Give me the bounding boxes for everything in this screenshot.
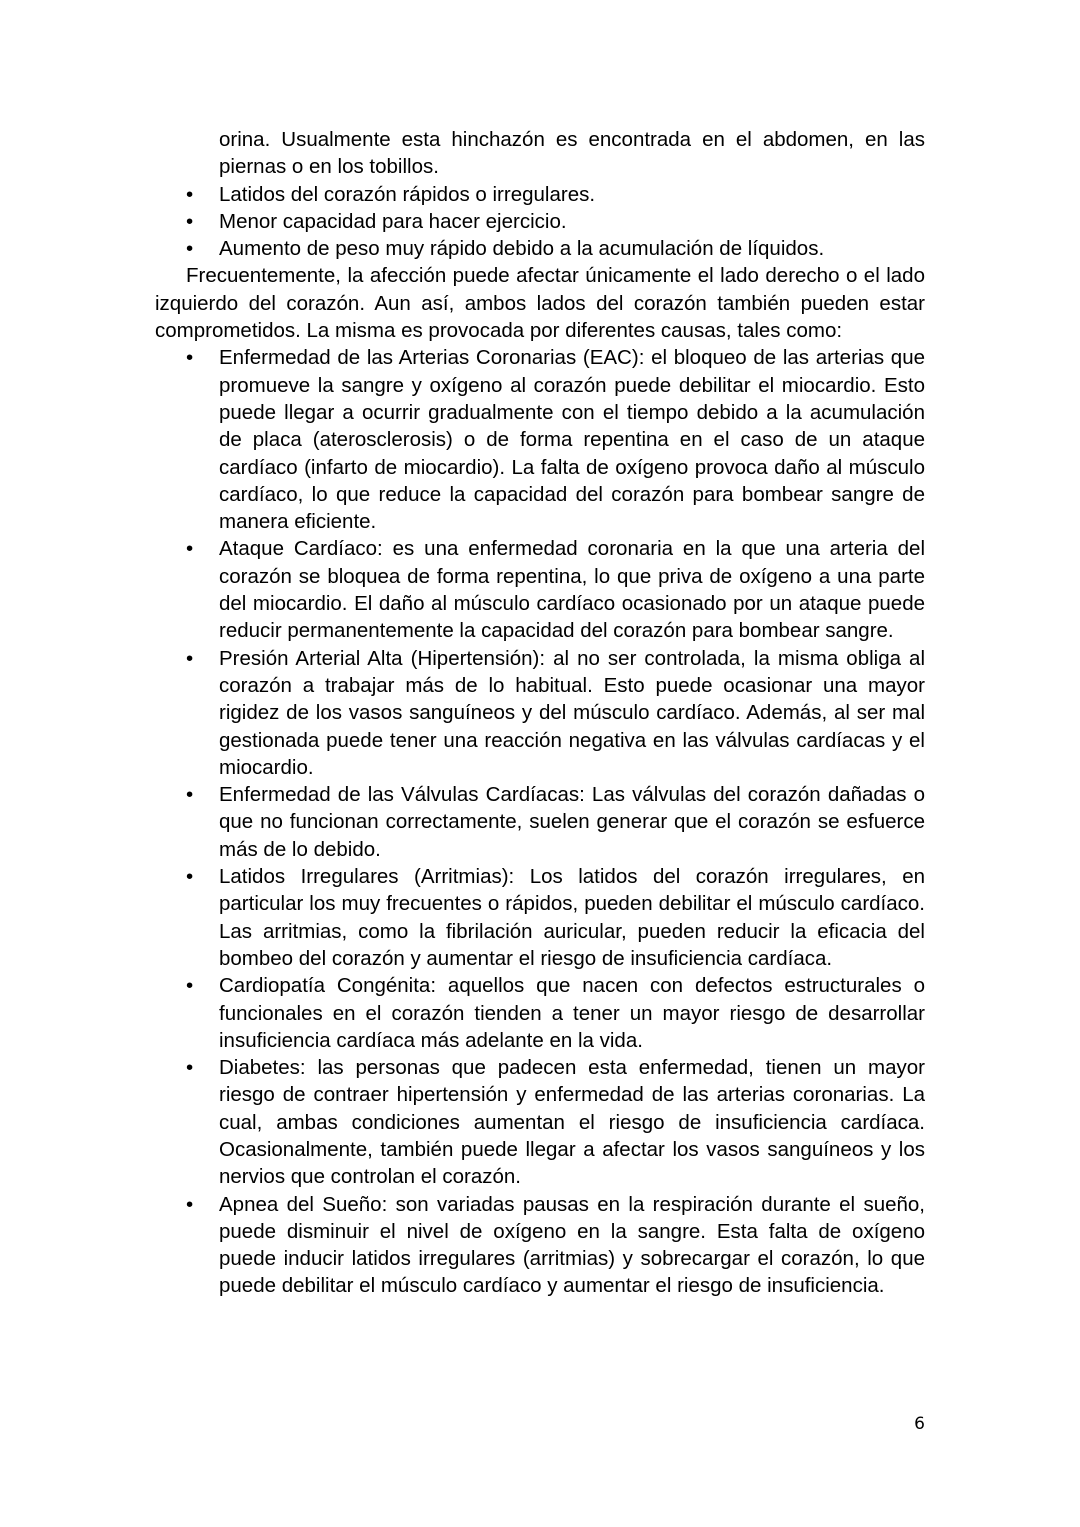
list-item (155, 1054, 925, 1190)
body-paragraph: Frecuentemente, la afección puede afectar únicamente el lado derecho o el lado izquierdo del corazón. Aun así, ambos lados del corazón también pueden estar comprometidos. La misma es provocada por diferentes causas, tales como: (155, 264, 925, 343)
bullet-icon: • (186, 1056, 194, 1080)
list-item (155, 972, 925, 1054)
bullet-icon: • (186, 182, 194, 206)
list-item-text: Presión Arterial Alta (Hipertensión): al no ser controlada, la misma obliga al corazón a trabajar más de lo habitual. Esto puede ocasionar una mayor rigidez de los vasos sanguíneos y del músculo cardíaco. Además, al ser mal gestionada puede tener una reacción negativa en las válvulas cardíacas y el miocardio. (219, 646, 925, 779)
list-item (155, 781, 925, 863)
list-item (155, 863, 925, 972)
bullet-icon: • (186, 865, 194, 889)
bullet-icon: • (186, 783, 194, 807)
list-item-text: Latidos del corazón rápidos o irregulares. (219, 182, 596, 206)
bullet-icon: • (186, 1192, 194, 1216)
list-item-text: Enfermedad de las Válvulas Cardíacas: Las válvulas del corazón dañadas o que no funcionan correctamente, suelen generar que el corazón se esfuerce más de lo debido. (219, 783, 925, 861)
list-item-text: Ataque Cardíaco: es una enfermedad coronaria en la que una arteria del corazón se bloquea de forma repentina, lo que priva de oxígeno a una parte del miocardio. El daño al músculo cardíaco ocasionado por un ataque puede reducir permanentemente la capacidad del corazón para bombear sangre. (219, 537, 925, 643)
page-number: 6 (914, 1414, 925, 1434)
bullet-icon: • (186, 237, 194, 261)
list-item-text: Aumento de peso muy rápido debido a la acumulación de líquidos. (219, 237, 825, 261)
symptom-list (155, 126, 925, 262)
list-item-continuation: orina. Usualmente esta hinchazón es encontrada en el abdomen, en las piernas o en los tobillos. (219, 128, 925, 179)
bullet-icon: • (186, 346, 194, 370)
list-item (155, 181, 925, 208)
list-item (155, 208, 925, 235)
page-content (155, 126, 925, 1300)
cause-list (155, 344, 925, 1299)
bullet-icon: • (186, 209, 194, 233)
bullet-icon: • (186, 646, 194, 670)
list-item-text: Apnea del Sueño: son variadas pausas en la respiración durante el sueño, puede disminuir el nivel de oxígeno en la sangre. Esta falta de oxígeno puede inducir latidos irregulares (arritmias) y sobrecargar el corazón, lo que puede debilitar el músculo cardíaco y aumentar el riesgo de insuficiencia. (219, 1192, 925, 1298)
list-item-text: Diabetes: las personas que padecen esta enfermedad, tienen un mayor riesgo de contraer hipertensión y enfermedad de las arterias coronarias. La cual, ambas condiciones aumentan el riesgo de insuficiencia cardíaca. Ocasionalmente, también puede llegar a afectar los vasos sanguíneos y los nervios que controlan el corazón. (219, 1056, 925, 1189)
list-item (155, 1191, 925, 1300)
list-item (155, 535, 925, 644)
bullet-icon: • (186, 974, 194, 998)
list-item-text: Latidos Irregulares (Arritmias): Los latidos del corazón irregulares, en particular los muy frecuentes o rápidos, pueden debilitar el músculo cardíaco. Las arritmias, como la fibrilación auricular, pueden reducir la eficacia del bombeo del corazón y aumentar el riesgo de insuficiencia cardíaca. (219, 865, 925, 970)
list-item-text: Enfermedad de las Arterias Coronarias (EAC): el bloqueo de las arterias que promueve la sangre y oxígeno al corazón puede debilitar el miocardio. Esto puede llegar a ocurrir gradualmente con el tiempo debido a la acumulación de placa (aterosclerosis) o de forma repentina en el caso de un ataque cardíaco (infarto de miocardio). La falta de oxígeno provoca daño al músculo cardíaco, lo que reduce la capacidad del corazón para bombear sangre de manera eficiente. (219, 346, 925, 534)
list-item (155, 235, 925, 262)
list-item-text: Cardiopatía Congénita: aquellos que nacen con defectos estructurales o funcionales en el corazón tienden a tener un mayor riesgo de desarrollar insuficiencia cardíaca más adelante en la vida. (219, 974, 925, 1052)
list-item (155, 645, 925, 781)
list-item-text: Menor capacidad para hacer ejercicio. (219, 209, 567, 233)
bullet-icon: • (186, 537, 194, 561)
list-item (155, 344, 925, 535)
